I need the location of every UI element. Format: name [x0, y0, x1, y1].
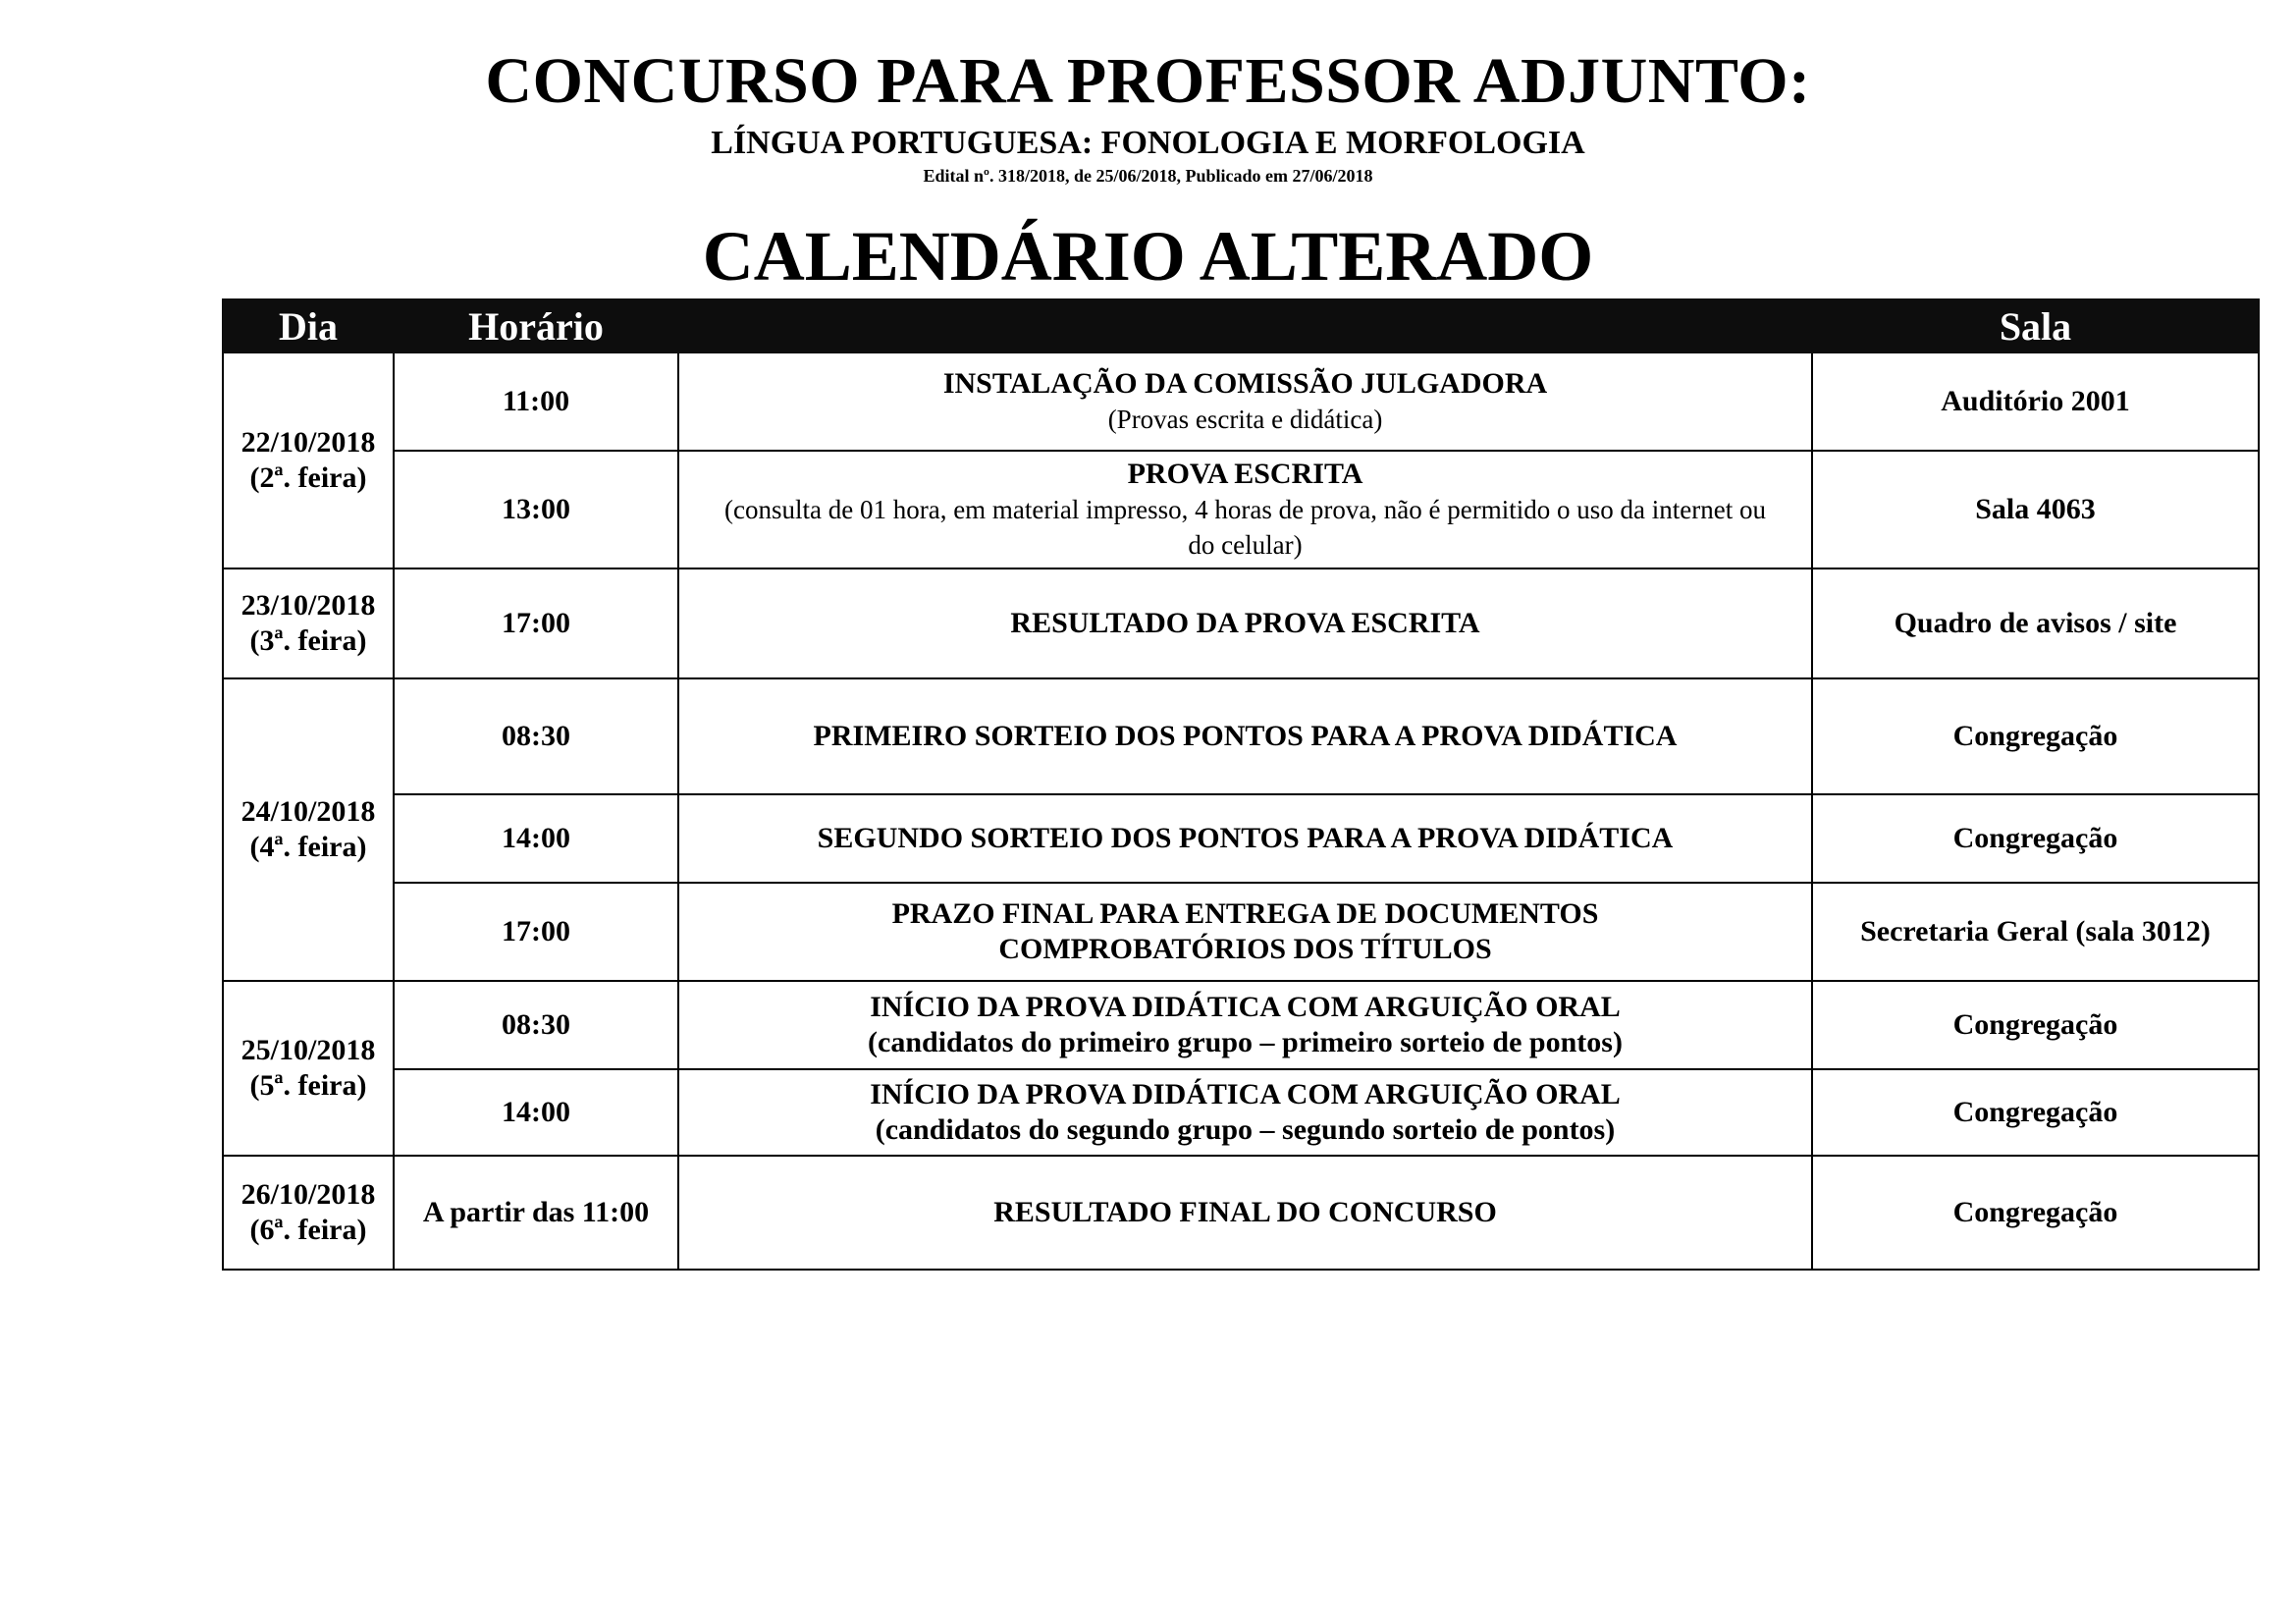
event-cell: [678, 883, 1812, 981]
day-cell: [223, 1156, 394, 1270]
room-cell: Auditório 2001: [1812, 352, 2259, 451]
event-title: SEGUNDO SORTEIO DOS PONTOS PARA A PROVA DIDÁTICA: [817, 822, 1674, 854]
time-cell: A partir das 11:00: [394, 1156, 678, 1270]
event-title: PRIMEIRO SORTEIO DOS PONTOS PARA A PROVA DIDÁTICA: [813, 720, 1678, 752]
table-row: [223, 678, 2259, 794]
event-title: PROVA ESCRITA: [1127, 458, 1363, 490]
table-row: [223, 451, 2259, 568]
event-detail: (Provas escrita e didática): [1107, 405, 1383, 434]
event-title: INÍCIO DA PROVA DIDÁTICA COM ARGUIÇÃO ORAL: [870, 991, 1621, 1023]
day-cell: [223, 678, 394, 981]
event-cell: [678, 352, 1812, 451]
day-date: 24/10/2018: [240, 795, 376, 828]
time-cell: 08:30: [394, 981, 678, 1069]
time-cell: 13:00: [394, 451, 678, 568]
time-cell: 14:00: [394, 794, 678, 883]
room-cell: Congregação: [1812, 981, 2259, 1069]
room-cell: Congregação: [1812, 1156, 2259, 1270]
day-weekday: (2ª. feira): [249, 461, 367, 494]
event-cell: [678, 794, 1812, 883]
calendar-title: CALENDÁRIO ALTERADO: [702, 217, 1594, 296]
time-cell: 14:00: [394, 1069, 678, 1156]
day-date: 22/10/2018: [240, 426, 376, 459]
event-cell: [678, 678, 1812, 794]
event-title-line2: COMPROBATÓRIOS DOS TÍTULOS: [998, 933, 1492, 965]
event-title: RESULTADO FINAL DO CONCURSO: [993, 1196, 1497, 1228]
event-title: RESULTADO DA PROVA ESCRITA: [1010, 607, 1480, 639]
column-header-dia: Dia: [223, 299, 394, 352]
day-weekday: (4ª. feira): [249, 831, 367, 863]
event-cell: [678, 451, 1812, 568]
table-header-row: [223, 299, 2259, 352]
day-weekday: (6ª. feira): [249, 1214, 367, 1246]
column-header-evento: [678, 299, 1812, 352]
day-weekday: (3ª. feira): [249, 624, 367, 657]
column-header-horario: Horário: [394, 299, 678, 352]
event-title: INÍCIO DA PROVA DIDÁTICA COM ARGUIÇÃO ORAL: [870, 1078, 1621, 1110]
event-cell: [678, 1156, 1812, 1270]
room-cell: Quadro de avisos / site: [1812, 568, 2259, 678]
event-cell: [678, 981, 1812, 1069]
table-row: [223, 883, 2259, 981]
column-header-sala: Sala: [1812, 299, 2259, 352]
schedule-table: [222, 298, 2260, 1271]
event-detail: (consulta de 01 hora, em material impresso, 4 horas de prova, não é permitido o uso da internet ou do celular): [724, 495, 1766, 560]
room-cell: Congregação: [1812, 794, 2259, 883]
day-cell: [223, 981, 394, 1156]
event-cell: [678, 1069, 1812, 1156]
day-date: 25/10/2018: [240, 1034, 376, 1066]
room-cell: Secretaria Geral (sala 3012): [1812, 883, 2259, 981]
time-cell: 17:00: [394, 568, 678, 678]
table-row: [223, 1069, 2259, 1156]
day-cell: [223, 568, 394, 678]
day-date: 26/10/2018: [240, 1178, 376, 1211]
time-cell: 08:30: [394, 678, 678, 794]
event-title: PRAZO FINAL PARA ENTREGA DE DOCUMENTOS: [891, 897, 1599, 930]
day-date: 23/10/2018: [240, 589, 376, 622]
event-title-line2: (candidatos do primeiro grupo – primeiro sorteio de pontos): [868, 1026, 1623, 1058]
table-row: [223, 352, 2259, 451]
room-cell: Sala 4063: [1812, 451, 2259, 568]
table-row: [223, 1156, 2259, 1270]
time-cell: 17:00: [394, 883, 678, 981]
table-row: [223, 794, 2259, 883]
room-cell: Congregação: [1812, 678, 2259, 794]
page-title: CONCURSO PARA PROFESSOR ADJUNTO:: [485, 45, 1811, 117]
page-subtitle: LÍNGUA PORTUGUESA: FONOLOGIA E MORFOLOGIA: [711, 125, 1585, 161]
event-title-line2: (candidatos do segundo grupo – segundo sorteio de pontos): [875, 1113, 1616, 1146]
table-row: [223, 568, 2259, 678]
time-cell: 11:00: [394, 352, 678, 451]
room-cell: Congregação: [1812, 1069, 2259, 1156]
table-row: [223, 981, 2259, 1069]
day-cell: [223, 352, 394, 568]
day-weekday: (5ª. feira): [249, 1069, 367, 1102]
event-title: INSTALAÇÃO DA COMISSÃO JULGADORA: [942, 367, 1548, 400]
edital-line: Edital nº. 318/2018, de 25/06/2018, Publicado em 27/06/2018: [923, 166, 1373, 186]
event-cell: [678, 568, 1812, 678]
